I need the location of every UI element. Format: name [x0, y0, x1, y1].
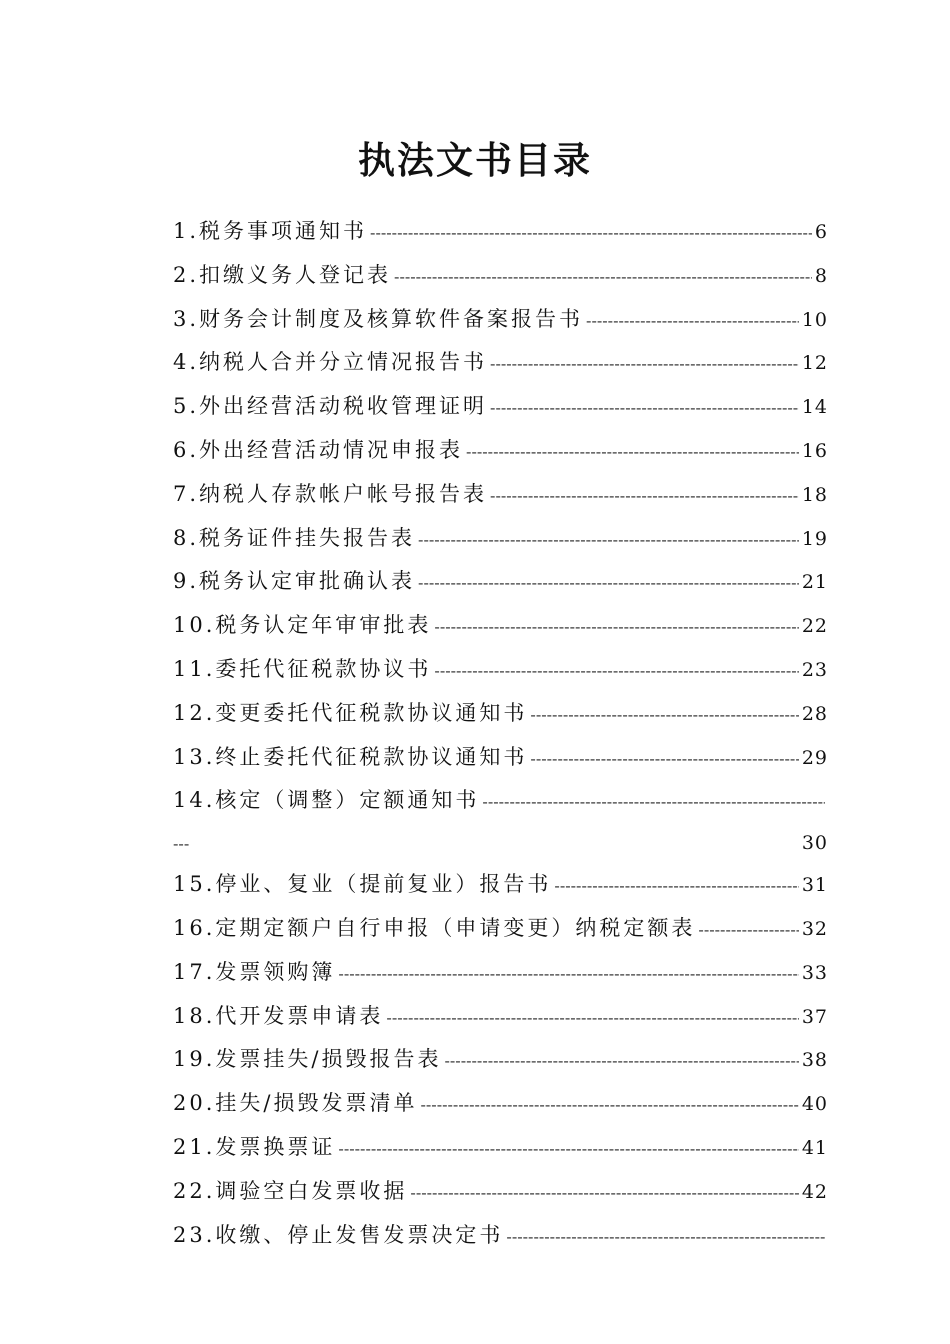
toc-entry-page-number: 14	[801, 396, 828, 419]
dot-leader	[530, 693, 798, 737]
toc-entry[interactable]	[173, 298, 828, 342]
toc-entry[interactable]	[173, 1170, 828, 1214]
toc-entry-page-number: 32	[801, 917, 828, 940]
dot-leader	[444, 1039, 798, 1083]
dot-leader	[338, 952, 798, 996]
toc-entry-page-number: 18	[801, 483, 828, 506]
toc-entry-label: 13.终止委托代征税款协议通知书	[173, 744, 528, 769]
dot-leader	[386, 996, 798, 1040]
toc-entry[interactable]	[173, 648, 828, 692]
dot-leader	[338, 1127, 798, 1171]
toc-entry[interactable]	[173, 341, 828, 385]
toc-entry-label: 22.调验空白发票收据	[173, 1178, 408, 1203]
toc-entry-page-number: 42	[801, 1180, 828, 1203]
toc-entry[interactable]	[173, 1082, 828, 1126]
toc-entry-page-number: 33	[801, 961, 828, 984]
toc-entry-page-number: 10	[801, 308, 828, 331]
toc-entry[interactable]	[173, 907, 828, 951]
toc-entry-label: 18.代开发票申请表	[173, 1003, 384, 1028]
toc-entry-label: 4.纳税人合并分立情况报告书	[173, 350, 488, 375]
toc-entry-page-number: 23	[801, 658, 828, 681]
dot-leader	[530, 737, 798, 781]
toc-entry-label: 12.变更委托代征税款协议通知书	[173, 700, 528, 725]
dot-leader	[698, 908, 798, 952]
toc-entry-page-number: 12	[801, 352, 828, 375]
toc-entry[interactable]	[173, 863, 828, 907]
toc-entry-page-number: 21	[801, 571, 828, 594]
dot-leader	[434, 649, 798, 693]
toc-entry-page-number: 28	[801, 702, 828, 725]
toc-entry-label: 17.发票领购簿	[173, 959, 336, 984]
dot-leader	[410, 1171, 798, 1215]
toc-entry-label: 7.纳税人存款帐户帐号报告表	[173, 481, 488, 506]
toc-entry[interactable]	[173, 951, 828, 995]
dot-leader	[586, 299, 799, 343]
toc-entry[interactable]	[173, 210, 828, 254]
toc-entry-page-number: 40	[801, 1093, 828, 1116]
dot-leader	[506, 1215, 825, 1259]
toc-entry-continuation	[173, 823, 828, 863]
toc-entry-label: 3.财务会计制度及核算软件备案报告书	[173, 306, 584, 331]
toc-entry-label: 14.核定（调整）定额通知书	[173, 788, 480, 813]
dot-leader: ---	[173, 834, 190, 854]
dot-leader	[554, 864, 798, 908]
dot-leader	[418, 518, 799, 562]
toc-entry-label: 10.税务认定年审审批表	[173, 613, 432, 638]
toc-entry-label: 21.发票换票证	[173, 1134, 336, 1159]
toc-entry-page-number: 38	[801, 1049, 828, 1072]
dot-leader	[418, 561, 799, 605]
toc-entry-label: 2.扣缴义务人登记表	[173, 262, 392, 287]
toc-entry-label: 1.税务事项通知书	[173, 219, 368, 243]
toc-entry-label: 11.委托代征税款协议书	[173, 656, 432, 681]
toc-entry-page-number: 16	[801, 439, 828, 462]
toc-entry-page-number: 30	[801, 832, 828, 855]
dot-leader	[490, 386, 799, 430]
toc-entry[interactable]	[173, 736, 828, 780]
dot-leader	[394, 255, 812, 299]
dot-leader	[466, 430, 799, 474]
toc-entry[interactable]	[173, 254, 828, 298]
toc-entry[interactable]	[173, 604, 828, 648]
dot-leader	[482, 780, 825, 824]
toc-entry-label: 9.税务认定审批确认表	[173, 569, 416, 594]
toc-entry-page-number: 6	[814, 221, 828, 243]
toc-entry[interactable]	[173, 385, 828, 429]
toc-entry-label: 20.挂失/损毁发票清单	[173, 1091, 418, 1116]
toc-entry-label: 16.定期定额户自行申报（申请变更）纳税定额表	[173, 915, 696, 940]
toc-entry[interactable]	[173, 517, 828, 561]
toc-entry[interactable]	[173, 779, 828, 823]
dot-leader	[490, 474, 799, 518]
toc-entry-page-number: 22	[801, 615, 828, 638]
toc-entry-label: 15.停业、复业（提前复业）报告书	[173, 872, 552, 897]
page-title: 执法文书目录	[358, 138, 592, 182]
toc-entry[interactable]	[173, 560, 828, 604]
toc-entry-page-number: 8	[814, 264, 828, 287]
toc-entry-page-number: 29	[801, 746, 828, 769]
toc-entry[interactable]	[173, 1214, 828, 1258]
toc-entry[interactable]	[173, 1038, 828, 1082]
toc-entry-label: 23.收缴、停止发售发票决定书	[173, 1222, 504, 1247]
toc-entry-page-number: 37	[801, 1005, 828, 1028]
toc-entry-label: 8.税务证件挂失报告表	[173, 525, 416, 550]
toc-entry-label: 19.发票挂失/损毁报告表	[173, 1047, 442, 1072]
toc-entry-page-number: 41	[801, 1136, 828, 1159]
toc-entry[interactable]	[173, 692, 828, 736]
toc-entry-label: 5.外出经营活动税收管理证明	[173, 394, 488, 419]
table-of-contents	[173, 210, 828, 1257]
toc-entry-page-number: 19	[801, 527, 828, 550]
toc-entry[interactable]	[173, 995, 828, 1039]
dot-leader	[370, 211, 812, 255]
toc-entry[interactable]	[173, 429, 828, 473]
toc-entry-page-number: 31	[801, 874, 828, 897]
dot-leader	[420, 1083, 798, 1127]
toc-entry[interactable]	[173, 473, 828, 517]
toc-entry[interactable]	[173, 1126, 828, 1170]
toc-entry-label: 6.外出经营活动情况申报表	[173, 437, 464, 462]
dot-leader	[434, 605, 798, 649]
dot-leader	[490, 342, 799, 386]
